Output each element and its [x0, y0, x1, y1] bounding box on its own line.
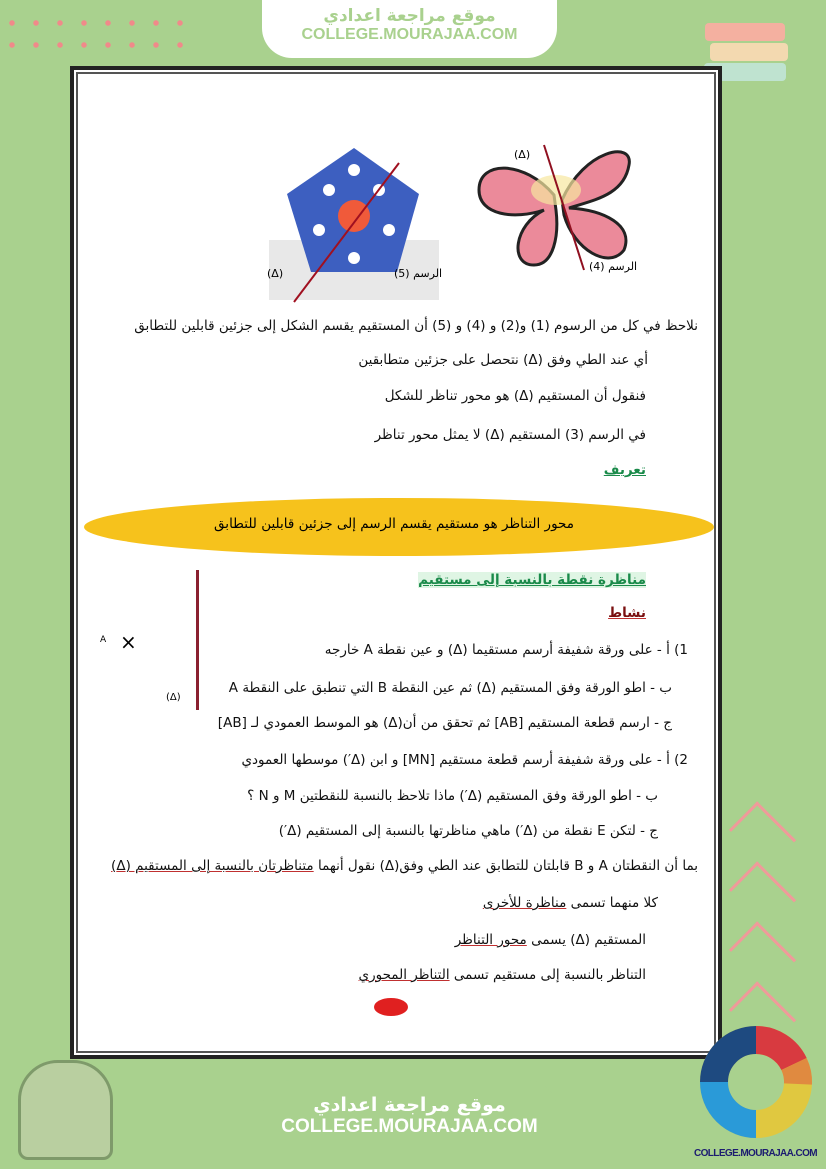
footer-banner — [262, 1080, 557, 1155]
conclusion-text: بما أن النقطتان A و B قابلتان للتطابق عند الطي وفق(Δ) نقول أنهما — [313, 858, 698, 874]
activity-item: 1) أ - على ورقة شفيفة أرسم مستقيما (Δ) و عين نقطة A خارجه — [324, 642, 688, 658]
conclusion-term: متناظرتان بالنسبة إلى المستقيم (Δ) — [111, 858, 314, 874]
fig5-label: الرسم (5) — [394, 267, 443, 280]
decorative-dots — [0, 12, 200, 52]
text-line: في الرسم (3) المستقيم (Δ) لا يمثل محور تناظر — [374, 427, 646, 443]
footer-site-title: موقع مراجعة اعدادي — [313, 1094, 506, 1116]
definition-text: محور التناظر هو مستقيم يقسم الرسم إلى جزئين قابلين للتطابق — [214, 516, 574, 532]
activity-heading: نشاط — [608, 605, 646, 621]
butterfly-figure — [474, 140, 644, 280]
conclusion-term: التناظر المحوري — [358, 967, 450, 983]
fig4-delta-label: (Δ) — [514, 148, 531, 161]
activity-item: ج - ارسم قطعة المستقيم [AB] ثم تحقق من أن(Δ) هو الموسط العمودي لـ [AB] — [217, 715, 672, 731]
conclusion-line — [483, 895, 658, 911]
worksheet-page — [70, 66, 722, 1059]
definition-highlight — [84, 498, 714, 556]
side-delta-mark: (Δ) — [166, 692, 181, 703]
logo-url: COLLEGE.MOURAJAA.COM — [694, 1148, 818, 1159]
backpack-icon — [18, 1060, 113, 1160]
text-line: فنقول أن المستقيم (Δ) هو محور تناظر للشكل — [384, 388, 646, 404]
page-number-marker — [374, 998, 408, 1016]
conclusion-line — [111, 858, 698, 874]
activity-item: ب - اطو الورقة وفق المستقيم (Δ′) ماذا تلاحظ بالنسبة للنقطتين M و N ؟ — [247, 788, 658, 804]
conclusion-line — [359, 967, 646, 983]
conclusion-text: المستقيم (Δ) يسمى — [526, 932, 646, 948]
chevron-up-icon — [729, 921, 796, 988]
conclusion-text: كلا منهما تسمى — [566, 895, 658, 911]
site-title: موقع مراجعة اعدادي — [323, 6, 496, 26]
header-banner — [262, 0, 557, 58]
activity-item: 2) أ - على ورقة شفيفة أرسم قطعة مستقيم [MN] و ابن (Δ′) موسطها العمودي — [241, 752, 688, 768]
definition-heading: تعريف — [603, 462, 646, 478]
vertical-bar — [196, 570, 199, 710]
fig5-delta-label: (Δ) — [267, 267, 284, 280]
chevron-up-icon — [729, 801, 796, 868]
site-url[interactable]: COLLEGE.MOURAJAA.COM — [301, 26, 518, 43]
chevron-up-icon — [729, 861, 796, 928]
conclusion-text: التناظر بالنسبة إلى مستقيم تسمى — [449, 967, 646, 983]
activity-item: ب - اطو الورقة وفق المستقيم (Δ) ثم عين النقطة B التي تنطبق على النقطة A — [228, 680, 672, 696]
conclusion-term: محور التناظر — [454, 932, 527, 948]
side-x-mark: × — [120, 630, 137, 654]
fig4-label: الرسم (4) — [589, 260, 638, 273]
section-title: مناظرة نقطة بالنسبة إلى مستقيم — [418, 572, 646, 588]
conclusion-term: مناظرة للأخرى — [482, 895, 567, 911]
conclusion-line — [455, 932, 646, 948]
footer-site-url[interactable]: COLLEGE.MOURAJAA.COM — [281, 1116, 538, 1137]
education-wheel-logo — [694, 1022, 819, 1142]
activity-item: ج - لتكن E نقطة من (Δ′) ماهي مناظرتها بالنسبة إلى المستقيم (Δ′) — [278, 823, 658, 839]
text-line: أي عند الطي وفق (Δ) نتحصل على جزئين متطابقين — [358, 352, 648, 368]
side-a-mark: A — [100, 635, 107, 645]
text-line: نلاحظ في كل من الرسوم (1) و(2) و (4) و (5) أن المستقيم يقسم الشكل إلى جزئين قابلين للتطابق — [134, 318, 698, 334]
